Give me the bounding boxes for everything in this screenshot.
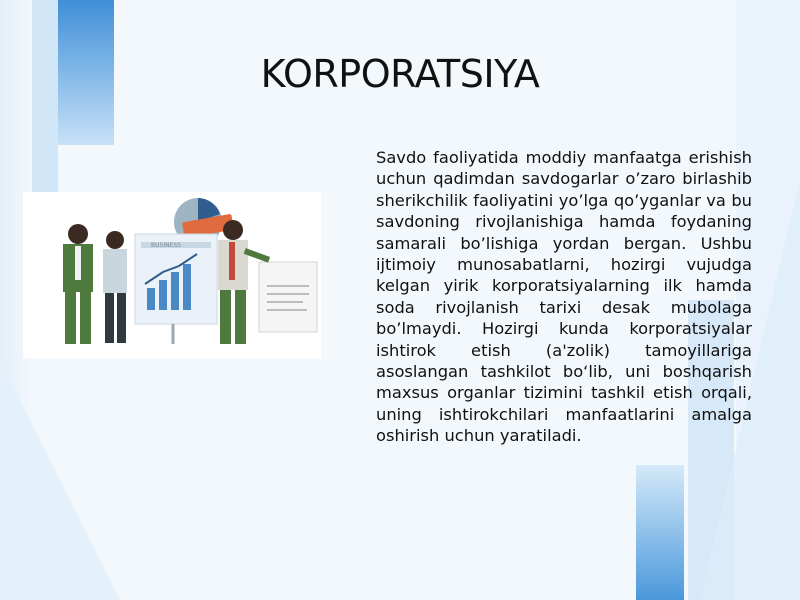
person-icon: [63, 224, 93, 344]
left-light-band: [32, 0, 58, 205]
presentation-board-icon: [135, 234, 217, 344]
board-label: BUSINESS: [151, 242, 181, 249]
slide-body-text: Savdo faoliyatida moddiy manfaatga erishish uchun qadimdan savdogarlar o’zaro birlashib sherikchilik faoliyatini yo’lga qo’yganlar va bu savdoning rivojlanishiga hamda foydaning samarali bo’lishiga yordan bergan. Ushbu ijtimoiy munosabatlarni, hozirgi vujudga kelgan yirik korporatsiyalarning ilk hamda soda rivojlanish tarixi desak mubolaga bo’lmaydi. Hozirgi kunda korporatsiyalar ishtirok etish (a'zolik) tamoyillariga asoslangan tashkilot bo‘lib, uni boshqarish maxsus organlar tizimini tashkil etish orqali, uning ishtirokchilari manfaatlarini amalga oshirish uchun yaratiladi.: [376, 148, 752, 446]
business-team-illustration: [23, 192, 321, 358]
slide-title: KORPORATSIYA: [260, 52, 540, 96]
document-board-icon: [259, 262, 317, 332]
right-blue-band: [636, 465, 684, 600]
person-icon: [103, 231, 127, 343]
